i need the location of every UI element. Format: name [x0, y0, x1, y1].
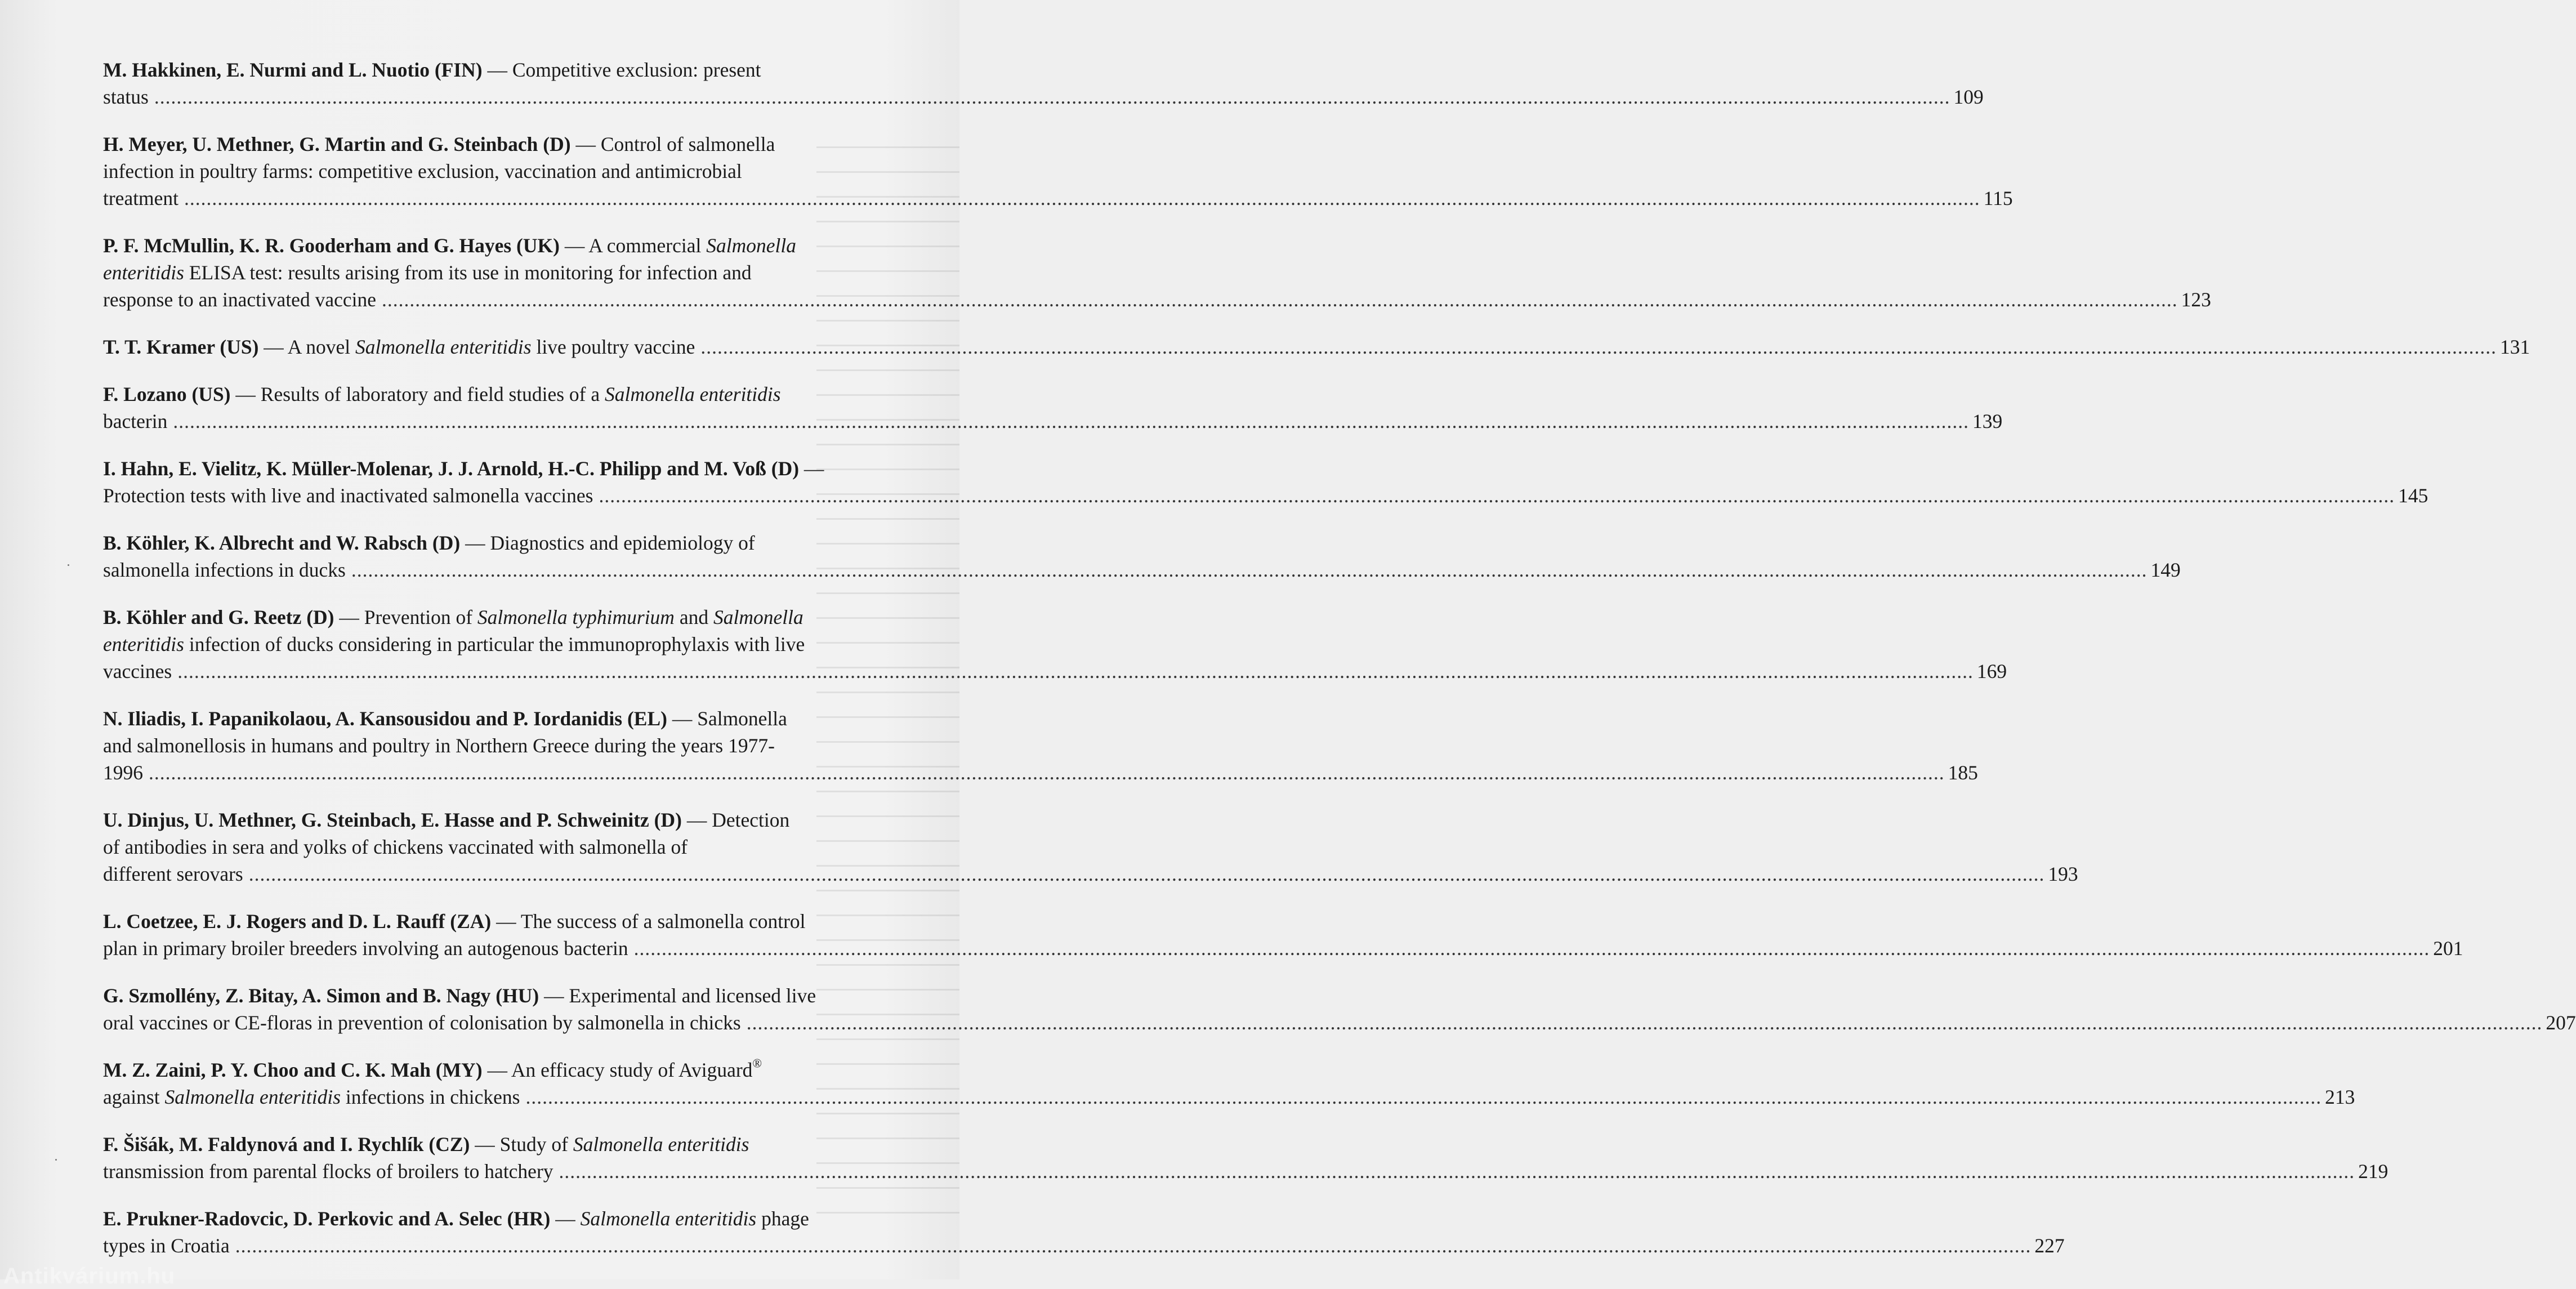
page-number: 213 [2325, 1086, 2355, 1108]
toc-entry-line [103, 56, 905, 83]
toc-entry-line [103, 259, 905, 286]
toc-entry [103, 604, 2007, 685]
toc-entry-text: treatment [103, 187, 179, 209]
page-number: 123 [2181, 288, 2211, 311]
toc-entry-line [103, 732, 905, 759]
toc-entry-line [103, 806, 905, 833]
toc-entry-text: infection in poultry farms: competitive exclusion, vaccination and antimicrobial [103, 160, 742, 182]
page-number: 193 [2048, 863, 2078, 885]
toc-entry-text: I. Hahn, E. Vielitz, K. Müller-Molenar, J. J. Arnold, H.-C. Philipp and M. Voß (D) — [103, 457, 824, 480]
toc-entry-line [103, 232, 905, 259]
toc-entry [103, 982, 2576, 1036]
toc-entry-line [103, 833, 905, 860]
toc-entry-text: T. T. Kramer (US) — A novel Salmonella enteritidis live poultry vaccine [103, 336, 695, 358]
toc-entry-line [103, 482, 2428, 509]
toc-entry-line [103, 408, 2003, 435]
toc-entry-line [103, 333, 2530, 360]
toc-entry-line [103, 982, 905, 1009]
dot-leader: ................................................................................................................................................................................................................................................................................................................................... [149, 761, 1945, 784]
dot-leader: ................................................................................................................................................................................................................................................................................................................................... [154, 86, 1950, 108]
toc-entry-text: transmission from parental flocks of broilers to hatchery [103, 1160, 553, 1183]
toc-entry-text: B. Köhler and G. Reetz (D) — Prevention of Salmonella typhimurium and Salmonella [103, 606, 803, 628]
toc-entry-text: salmonella infections in ducks [103, 559, 346, 581]
toc-entry-text: against Salmonella enteritidis infections in chickens [103, 1086, 520, 1108]
toc-entry-text: E. Prukner-Radovcic, D. Perkovic and A. Selec (HR) — Salmonella enteritidis phage [103, 1207, 809, 1230]
toc-entry-text: response to an inactivated vaccine [103, 288, 376, 311]
toc-entry-line [103, 1205, 905, 1232]
toc-entry-line [103, 908, 905, 935]
page-number: 131 [2500, 336, 2530, 358]
toc-entry-text: 1996 [103, 761, 143, 784]
toc-entry-text: N. Iliadis, I. Papanikolaou, A. Kansousidou and P. Iordanidis (EL) — Salmonella [103, 707, 787, 730]
toc-entry-line [103, 381, 905, 408]
page-number: 201 [2433, 937, 2463, 960]
dot-leader: ................................................................................................................................................................................................................................................................................................................................... [525, 1086, 2322, 1108]
watermark: Antikvárium.hu [3, 1264, 176, 1288]
toc-entry-line [103, 604, 905, 631]
toc-entry-text: types in Croatia [103, 1234, 230, 1257]
toc-entry [103, 333, 2530, 360]
page-speck [68, 564, 69, 566]
toc-entry-text: of antibodies in sera and yolks of chickens vaccinated with salmonella of [103, 836, 688, 858]
toc-entry-text: different serovars [103, 863, 243, 885]
toc-entry-text: G. Szmollény, Z. Bitay, A. Simon and B. Nagy (HU) — Experimental and licensed live [103, 984, 816, 1007]
toc-entry-line [103, 860, 2078, 887]
toc-entry [103, 705, 1978, 786]
toc-entry-line [103, 631, 905, 658]
dot-leader: ................................................................................................................................................................................................................................................................................................................................... [177, 660, 1974, 683]
dot-leader: ................................................................................................................................................................................................................................................................................................................................... [599, 484, 2395, 507]
toc-entry [103, 131, 2013, 212]
toc-entry-line [103, 158, 905, 185]
toc-entry-text: enteritidis infection of ducks considering in particular the immunoprophylaxis with live [103, 633, 805, 655]
toc-entry-text: P. F. McMullin, K. R. Gooderham and G. Hayes (UK) — A commercial Salmonella [103, 234, 796, 257]
toc-entry-line [103, 1232, 2065, 1259]
toc-entry-line [103, 455, 905, 482]
toc-entry [103, 232, 2211, 313]
toc-entry [103, 381, 2003, 435]
toc-entry [103, 56, 1984, 110]
toc-entry-line [103, 1009, 2576, 1036]
toc-entry-text: and salmonellosis in humans and poultry in Northern Greece during the years 1977- [103, 734, 775, 757]
dot-leader: ................................................................................................................................................................................................................................................................................................................................... [559, 1160, 2355, 1183]
toc-entry-line [103, 286, 2211, 313]
page-number: 139 [1972, 410, 2003, 432]
dot-leader: ................................................................................................................................................................................................................................................................................................................................... [173, 410, 1969, 432]
toc-entry-text: bacterin [103, 410, 168, 432]
toc-entry-text: Protection tests with live and inactivated salmonella vaccines [103, 484, 593, 507]
page-number: 115 [1983, 187, 2013, 209]
dot-leader: ................................................................................................................................................................................................................................................................................................................................... [746, 1011, 2543, 1034]
toc-entry-line [103, 1158, 2389, 1185]
dot-leader: ................................................................................................................................................................................................................................................................................................................................... [700, 336, 2497, 358]
toc-entry-line [103, 759, 1978, 786]
dot-leader: ................................................................................................................................................................................................................................................................................................................................... [351, 559, 2148, 581]
page-number: 219 [2358, 1160, 2389, 1183]
toc-entry-line [103, 1083, 2355, 1110]
toc-entry-line [103, 935, 2463, 962]
toc-entry [103, 1131, 2389, 1185]
toc-entry-line [103, 705, 905, 732]
toc-entry [103, 529, 2181, 583]
toc-entry-line [103, 83, 1984, 110]
toc-entry-line [103, 658, 2007, 685]
page-number: 149 [2150, 559, 2181, 581]
toc-entry-text: B. Köhler, K. Albrecht and W. Rabsch (D) — Diagnostics and epidemiology of [103, 532, 755, 554]
table-of-contents [103, 56, 2576, 1259]
toc-entry-text: enteritidis ELISA test: results arising from its use in monitoring for infection and [103, 261, 752, 284]
page-number: 185 [1948, 761, 1978, 784]
toc-entry-text: L. Coetzee, E. J. Rogers and D. L. Rauff (ZA) — The success of a salmonella control [103, 910, 806, 933]
page-number: 227 [2034, 1234, 2065, 1257]
toc-entry [103, 1205, 2065, 1259]
dot-leader: ................................................................................................................................................................................................................................................................................................................................... [184, 187, 1980, 209]
toc-entry-text: vaccines [103, 660, 172, 683]
page-number: 169 [1976, 660, 2007, 683]
toc-entry-text: status [103, 86, 149, 108]
toc-entry-line [103, 131, 905, 158]
toc-entry-line [103, 1056, 905, 1083]
page-number: 145 [2398, 484, 2428, 507]
toc-entry-line [103, 185, 2013, 212]
toc-entry-text: M. Hakkinen, E. Nurmi and L. Nuotio (FIN) — Competitive exclusion: present [103, 59, 761, 81]
page-speck [55, 1159, 57, 1161]
dot-leader: ................................................................................................................................................................................................................................................................................................................................... [633, 937, 2430, 960]
dot-leader: ................................................................................................................................................................................................................................................................................................................................... [381, 288, 2178, 311]
toc-entry-text: F. Šišák, M. Faldynová and I. Rychlík (CZ) — Study of Salmonella enteritidis [103, 1133, 749, 1156]
toc-entry-line [103, 1131, 905, 1158]
dot-leader: ................................................................................................................................................................................................................................................................................................................................... [248, 863, 2045, 885]
toc-entry [103, 455, 2428, 509]
dot-leader: ................................................................................................................................................................................................................................................................................................................................... [235, 1234, 2032, 1257]
toc-entry [103, 908, 2463, 962]
toc-entry [103, 1056, 2355, 1110]
toc-entry-text: plan in primary broiler breeders involving an autogenous bacterin [103, 937, 628, 960]
toc-entry-line [103, 556, 2181, 583]
page-number: 207 [2546, 1011, 2576, 1034]
toc-entry [103, 806, 2078, 887]
toc-entry-text: F. Lozano (US) — Results of laboratory and field studies of a Salmonella enteritidis [103, 383, 781, 405]
toc-entry-line [103, 529, 905, 556]
toc-entry-text: oral vaccines or CE-floras in prevention of colonisation by salmonella in chicks [103, 1011, 741, 1034]
page-number: 109 [1953, 86, 1984, 108]
toc-entry-text: M. Z. Zaini, P. Y. Choo and C. K. Mah (MY) — An efficacy study of Aviguard® [103, 1056, 762, 1081]
toc-entry-text: H. Meyer, U. Methner, G. Martin and G. Steinbach (D) — Control of salmonella [103, 133, 775, 155]
toc-entry-text: U. Dinjus, U. Methner, G. Steinbach, E. Hasse and P. Schweinitz (D) — Detection [103, 809, 790, 831]
